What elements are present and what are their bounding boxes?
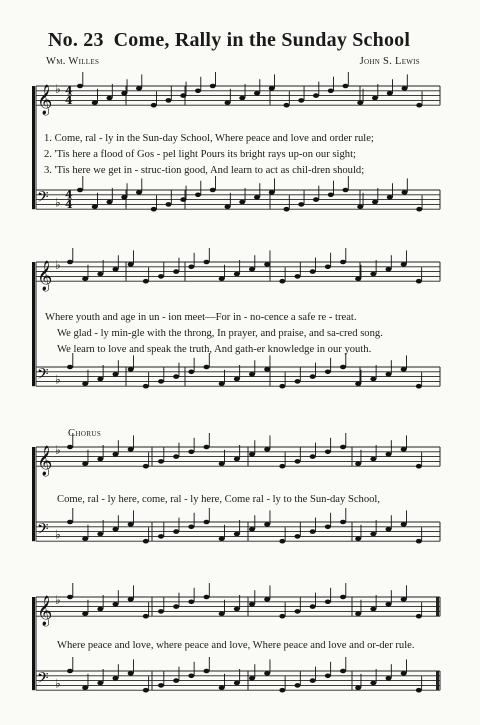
note-head bbox=[82, 462, 88, 467]
note-head bbox=[204, 260, 210, 265]
key-flat-sign: ♭ bbox=[55, 372, 61, 387]
note-head bbox=[113, 452, 119, 457]
note-head bbox=[225, 101, 231, 106]
final-bar-line bbox=[436, 671, 439, 690]
note-head bbox=[128, 262, 134, 267]
note-head bbox=[113, 602, 119, 607]
verse-1-line-1: 1. Come, ral - ly in the Sun-day School, Where peace and love and order rule; bbox=[44, 133, 374, 144]
note-head bbox=[143, 539, 149, 544]
note-head bbox=[188, 265, 194, 270]
note-head bbox=[143, 614, 149, 619]
note-head bbox=[67, 260, 73, 265]
note-head bbox=[173, 269, 179, 274]
note-head bbox=[128, 522, 134, 527]
note-head bbox=[97, 457, 103, 462]
note-head bbox=[416, 103, 422, 108]
note-head bbox=[298, 98, 304, 103]
note-head bbox=[370, 377, 376, 382]
note-head bbox=[210, 84, 216, 89]
bass-clef: 𝄢 bbox=[37, 188, 49, 210]
note-head bbox=[249, 676, 255, 681]
note-head bbox=[295, 683, 301, 688]
time-signature-bottom: 4 bbox=[65, 198, 73, 212]
system-bracket bbox=[32, 262, 35, 386]
note-head bbox=[416, 539, 422, 544]
note-head bbox=[67, 365, 73, 370]
note-head bbox=[279, 539, 285, 544]
note-head bbox=[128, 671, 134, 676]
note-head bbox=[355, 277, 361, 282]
note-head bbox=[204, 595, 210, 600]
time-signature-top: 4 bbox=[65, 84, 73, 98]
note-head bbox=[416, 464, 422, 469]
note-head bbox=[416, 207, 422, 212]
bass-clef: 𝄢 bbox=[37, 669, 49, 691]
note-head bbox=[401, 262, 407, 267]
treble-clef: 𝄞 bbox=[37, 596, 53, 627]
note-head bbox=[113, 372, 119, 377]
note-head bbox=[239, 200, 245, 205]
note-head bbox=[143, 279, 149, 284]
note-head bbox=[387, 195, 393, 200]
note-head bbox=[128, 447, 134, 452]
note-head bbox=[386, 372, 392, 377]
note-head bbox=[284, 103, 290, 108]
note-head bbox=[340, 365, 346, 370]
note-head bbox=[328, 89, 334, 94]
note-head bbox=[313, 197, 319, 202]
note-head bbox=[295, 534, 301, 539]
note-head bbox=[264, 671, 270, 676]
note-head bbox=[386, 527, 392, 532]
hymn-number: No. 23 bbox=[48, 29, 104, 51]
note-head bbox=[166, 202, 172, 207]
note-head bbox=[113, 527, 119, 532]
note-head bbox=[151, 207, 157, 212]
note-head bbox=[249, 602, 255, 607]
note-head bbox=[173, 604, 179, 609]
system-bracket bbox=[32, 447, 35, 541]
note-head bbox=[279, 279, 285, 284]
note-head bbox=[295, 459, 301, 464]
note-head bbox=[173, 678, 179, 683]
note-head bbox=[249, 527, 255, 532]
note-head bbox=[173, 529, 179, 534]
note-head bbox=[107, 96, 113, 101]
note-head bbox=[325, 450, 331, 455]
note-head bbox=[158, 609, 164, 614]
note-head bbox=[97, 532, 103, 537]
note-head bbox=[249, 452, 255, 457]
music-credit: John S. Lewis bbox=[359, 56, 420, 67]
note-head bbox=[188, 674, 194, 679]
system-bracket bbox=[32, 86, 35, 209]
note-head bbox=[325, 600, 331, 605]
verse-2-line-1: 2. 'Tis here a flood of Gos - pel light Pours its bright rays up-on our sight; bbox=[44, 149, 356, 160]
note-head bbox=[143, 688, 149, 693]
note-head bbox=[249, 372, 255, 377]
note-head bbox=[355, 612, 361, 617]
note-head bbox=[295, 609, 301, 614]
key-flat-sign: ♭ bbox=[55, 527, 61, 542]
system-bracket bbox=[32, 597, 35, 690]
chorus-lyric-line-1: Come, ral - ly here, come, ral - ly here, Come ral - ly to the Sun-day School, bbox=[57, 494, 381, 505]
note-head bbox=[136, 190, 142, 195]
verse-3-line-1: 3. 'Tis here we get in - struc-tion good, And learn to act as chil-dren should; bbox=[44, 165, 365, 176]
note-head bbox=[279, 614, 285, 619]
note-head bbox=[370, 532, 376, 537]
key-flat-sign: ♭ bbox=[55, 676, 61, 691]
note-head bbox=[82, 537, 88, 542]
note-head bbox=[249, 267, 255, 272]
note-head bbox=[128, 597, 134, 602]
note-head bbox=[82, 277, 88, 282]
note-head bbox=[234, 457, 240, 462]
note-head bbox=[188, 600, 194, 605]
note-head bbox=[204, 520, 210, 525]
note-head bbox=[173, 374, 179, 379]
note-head bbox=[416, 279, 422, 284]
note-head bbox=[97, 681, 103, 686]
note-head bbox=[386, 676, 392, 681]
key-flat-sign: ♭ bbox=[55, 257, 61, 272]
note-head bbox=[279, 384, 285, 389]
note-head bbox=[387, 91, 393, 96]
note-head bbox=[325, 265, 331, 270]
note-head bbox=[234, 272, 240, 277]
note-head bbox=[355, 382, 361, 387]
chorus-lyric-line-2: Where peace and love, where peace and love, Where peace and love and or-der rule. bbox=[57, 640, 415, 651]
key-flat-sign: ♭ bbox=[55, 81, 61, 96]
bass-clef: 𝄢 bbox=[37, 520, 49, 542]
note-head bbox=[97, 272, 103, 277]
note-head bbox=[372, 96, 378, 101]
note-head bbox=[113, 267, 119, 272]
note-head bbox=[340, 260, 346, 265]
note-head bbox=[355, 686, 361, 691]
note-head bbox=[67, 520, 73, 525]
note-head bbox=[204, 445, 210, 450]
note-head bbox=[340, 669, 346, 674]
note-head bbox=[340, 520, 346, 525]
note-head bbox=[295, 379, 301, 384]
note-head bbox=[158, 534, 164, 539]
note-head bbox=[310, 529, 316, 534]
note-head bbox=[340, 595, 346, 600]
note-head bbox=[225, 205, 231, 210]
note-head bbox=[234, 377, 240, 382]
note-head bbox=[298, 202, 304, 207]
note-head bbox=[143, 464, 149, 469]
note-head bbox=[77, 84, 83, 89]
note-head bbox=[219, 612, 225, 617]
note-head bbox=[343, 188, 349, 193]
note-head bbox=[279, 688, 285, 693]
note-head bbox=[386, 452, 392, 457]
note-head bbox=[340, 445, 346, 450]
note-head bbox=[234, 532, 240, 537]
chorus-label: Chorus bbox=[68, 428, 102, 439]
note-head bbox=[219, 277, 225, 282]
note-head bbox=[401, 522, 407, 527]
note-head bbox=[239, 96, 245, 101]
bass-clef: 𝄢 bbox=[37, 365, 49, 387]
note-head bbox=[402, 86, 408, 91]
note-head bbox=[357, 101, 363, 106]
note-head bbox=[188, 370, 194, 375]
note-head bbox=[310, 678, 316, 683]
note-head bbox=[158, 683, 164, 688]
note-head bbox=[97, 377, 103, 382]
note-head bbox=[264, 262, 270, 267]
note-head bbox=[310, 604, 316, 609]
note-head bbox=[401, 597, 407, 602]
treble-clef: 𝄞 bbox=[37, 85, 53, 116]
note-head bbox=[372, 200, 378, 205]
note-head bbox=[313, 93, 319, 98]
note-head bbox=[219, 382, 225, 387]
note-head bbox=[264, 447, 270, 452]
note-head bbox=[401, 671, 407, 676]
note-head bbox=[386, 267, 392, 272]
note-head bbox=[264, 597, 270, 602]
note-head bbox=[325, 370, 331, 375]
note-head bbox=[77, 188, 83, 193]
note-head bbox=[370, 272, 376, 277]
note-head bbox=[82, 612, 88, 617]
note-head bbox=[219, 686, 225, 691]
note-head bbox=[166, 98, 172, 103]
verse-2-line-2: We glad - ly min-gle with the throng, In prayer, and praise, and sa-cred song. bbox=[57, 328, 383, 339]
note-head bbox=[254, 195, 260, 200]
note-head bbox=[355, 537, 361, 542]
time-signature-bottom: 4 bbox=[65, 94, 73, 108]
note-head bbox=[355, 462, 361, 467]
note-head bbox=[357, 205, 363, 210]
note-head bbox=[325, 525, 331, 530]
note-head bbox=[136, 86, 142, 91]
note-head bbox=[234, 607, 240, 612]
note-head bbox=[219, 537, 225, 542]
treble-clef: 𝄞 bbox=[37, 446, 53, 477]
note-head bbox=[82, 382, 88, 387]
key-flat-sign: ♭ bbox=[55, 592, 61, 607]
note-head bbox=[92, 101, 98, 106]
note-head bbox=[264, 522, 270, 527]
note-head bbox=[113, 676, 119, 681]
note-head bbox=[416, 384, 422, 389]
note-head bbox=[370, 681, 376, 686]
note-head bbox=[310, 454, 316, 459]
note-head bbox=[204, 365, 210, 370]
note-head bbox=[402, 190, 408, 195]
hymn-title: Come, Rally in the Sunday School bbox=[113, 29, 411, 51]
note-head bbox=[128, 367, 134, 372]
note-head bbox=[264, 367, 270, 372]
note-head bbox=[370, 457, 376, 462]
note-head bbox=[310, 374, 316, 379]
note-head bbox=[67, 669, 73, 674]
note-head bbox=[180, 197, 186, 202]
note-head bbox=[67, 445, 73, 450]
note-head bbox=[158, 379, 164, 384]
note-head bbox=[416, 688, 422, 693]
note-head bbox=[97, 607, 103, 612]
note-head bbox=[210, 188, 216, 193]
note-head bbox=[310, 269, 316, 274]
note-head bbox=[107, 200, 113, 205]
note-head bbox=[195, 193, 201, 198]
note-head bbox=[219, 462, 225, 467]
note-head bbox=[151, 103, 157, 108]
note-head bbox=[386, 602, 392, 607]
final-bar-line bbox=[436, 597, 439, 616]
note-head bbox=[401, 447, 407, 452]
note-head bbox=[180, 93, 186, 98]
note-head bbox=[279, 464, 285, 469]
note-head bbox=[284, 207, 290, 212]
verse-3-line-2: We learn to love and speak the truth, And gath-er knowledge in our youth. bbox=[57, 344, 372, 355]
key-flat-sign: ♭ bbox=[55, 195, 61, 210]
note-head bbox=[158, 274, 164, 279]
note-head bbox=[82, 686, 88, 691]
words-credit: Wm. Willes bbox=[46, 56, 100, 67]
note-head bbox=[370, 607, 376, 612]
note-head bbox=[158, 459, 164, 464]
note-head bbox=[269, 190, 275, 195]
note-head bbox=[92, 205, 98, 210]
note-head bbox=[67, 595, 73, 600]
note-head bbox=[173, 454, 179, 459]
treble-clef: 𝄞 bbox=[37, 261, 53, 292]
note-head bbox=[121, 195, 127, 200]
note-head bbox=[328, 193, 334, 198]
note-head bbox=[325, 674, 331, 679]
note-head bbox=[343, 84, 349, 89]
time-signature-top: 4 bbox=[65, 188, 73, 202]
note-head bbox=[204, 669, 210, 674]
note-head bbox=[234, 681, 240, 686]
note-head bbox=[188, 525, 194, 530]
note-head bbox=[416, 614, 422, 619]
note-head bbox=[195, 89, 201, 94]
note-head bbox=[143, 384, 149, 389]
note-head bbox=[401, 367, 407, 372]
verse-1-line-2: Where youth and age in un - ion meet—For in - no-cence a safe re - treat. bbox=[45, 312, 357, 323]
note-head bbox=[121, 91, 127, 96]
note-head bbox=[188, 450, 194, 455]
note-head bbox=[269, 86, 275, 91]
note-head bbox=[254, 91, 260, 96]
note-head bbox=[295, 274, 301, 279]
key-flat-sign: ♭ bbox=[55, 442, 61, 457]
